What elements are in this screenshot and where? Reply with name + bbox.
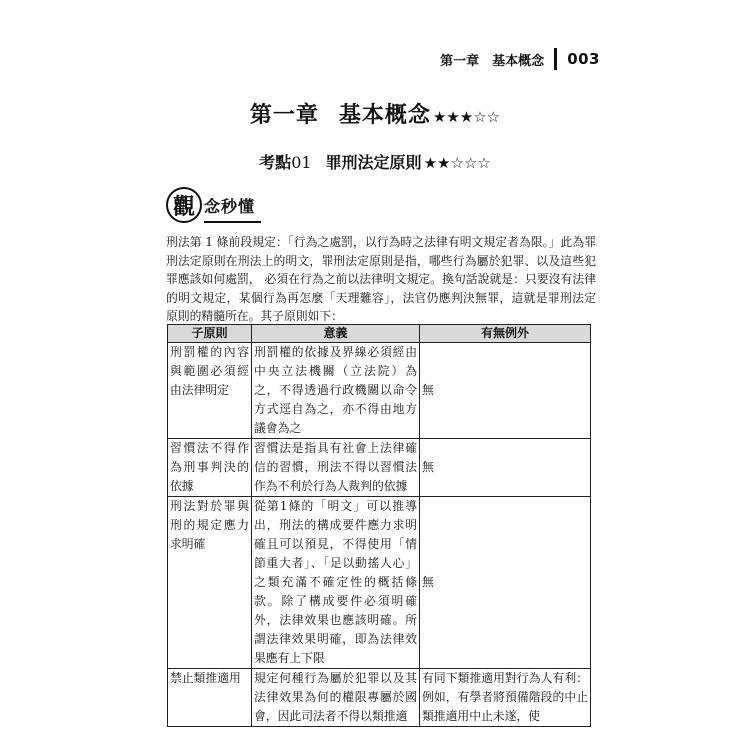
cell-principle: 刑法對於罪與刑的規定應力求明確 <box>168 497 252 669</box>
cell-principle: 習慣法不得作為刑事判決的依據 <box>168 439 252 497</box>
exam-point-title <box>0 150 750 173</box>
cell-meaning: 習慣法是指具有社會上法律確信的習慣，刑法不得以習慣法作為不利於行為人裁判的依據 <box>252 439 420 497</box>
cell-exception: 無 <box>420 439 591 497</box>
section-heading-circled-char: 觀 <box>166 187 202 223</box>
exam-point-label: 考點 <box>259 153 292 172</box>
chapter-difficulty-stars: ★★★☆☆ <box>432 108 501 126</box>
cell-meaning: 從第1條的「明文」可以推導出，刑法的構成要件應力求明確且可以預見，不得使用「情節重大者」、「足以動搖人心」之類充滿不確定性的概括條款。除了構成要件必須明確外，法律效果也應該明確。所謂法律效果明確，即為法律效果應有上下限 <box>252 497 420 669</box>
chapter-title <box>0 98 750 129</box>
table-header-row <box>168 325 591 343</box>
cell-meaning: 刑罰權的依據及界線必須經由中央立法機關（立法院）為之，不得透過行政機關以命令方式逕自為之，亦不得由地方議會為之 <box>252 343 420 439</box>
intro-paragraph: 刑法第 1 條前段規定：「行為之處罰，以行為時之法律有明文規定者為限。」此為罪刑法定原則在刑法上的明文，罪刑法定原則是指，哪些行為屬於犯罪、以及這些犯罪應該如何處罰， 必須在行為之前以法律明文規定。換句話說就是：只要沒有法律的明文規定，某個行為再怎麼「天理難容」，法官仍應判決無罪，這就是罪刑法定原則的精髓所在。其子原則如下： <box>166 235 596 323</box>
cell-meaning: 規定何種行為屬於犯罪以及其法律效果為何的權限專屬於國會，因此司法者不得以類推適 <box>252 669 420 727</box>
column-header-exception: 有無例外 <box>420 325 591 343</box>
exam-point-text: 罪刑法定原則 <box>325 153 422 172</box>
cell-principle: 刑罰權的內容與範圍必須經由法律明定 <box>168 343 252 439</box>
running-head-chapter: 第一章 基本概念 <box>440 53 545 69</box>
cell-exception: 無 <box>420 497 591 669</box>
table-row <box>168 669 591 727</box>
column-header-principle: 子原則 <box>168 325 252 343</box>
running-head-divider <box>554 48 557 70</box>
table-row <box>168 343 591 439</box>
section-heading-text: 念秒懂 <box>204 194 261 223</box>
exam-point-stars: ★★☆☆☆ <box>423 154 491 172</box>
sub-principles-table <box>167 324 591 727</box>
running-head <box>440 48 600 70</box>
section-heading <box>166 187 261 223</box>
column-header-meaning: 意義 <box>252 325 420 343</box>
table-row <box>168 439 591 497</box>
table-row <box>168 497 591 669</box>
cell-exception: 有同下類推適用對行為人有利：例如，有學者將預備階段的中止類推適用中止未遂，使 <box>420 669 591 727</box>
chapter-title-subtitle: 基本概念 <box>338 103 431 128</box>
exam-point-number: 01 <box>291 153 312 172</box>
cell-exception: 無 <box>420 343 591 439</box>
chapter-title-number: 第一章 <box>249 103 319 128</box>
page-number: 003 <box>567 50 600 68</box>
cell-principle: 禁止類推適用 <box>168 669 252 727</box>
